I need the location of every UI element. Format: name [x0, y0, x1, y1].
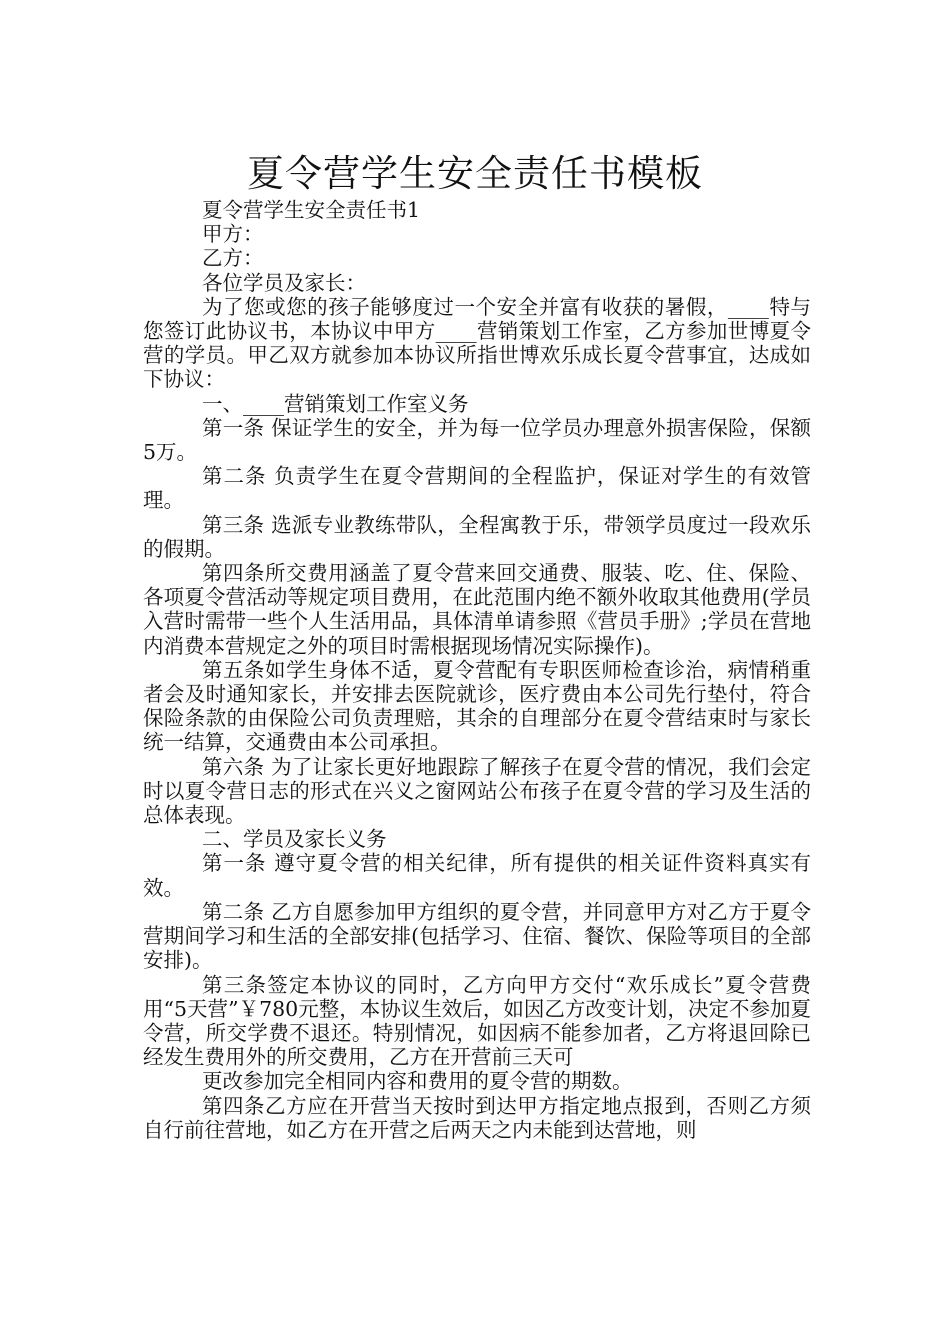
section-heading-1: 一、____营销策划工作室义务 [202, 391, 469, 416]
clause-1-5: 第五条如学生身体不适，夏令营配有专职医师检查诊治，病情稍重者会及时通知家长，并安排去医院就诊，医疗费由本公司先行垫付，符合保险条款的由保险公司负责理赔，其余的自理部分在夏令营结束时与家长统一结算，交通费由本公司承担。 [143, 657, 811, 755]
clause-1-4: 第四条所交费用涵盖了夏令营来回交通费、服装、吃、住、保险、各项夏令营活动等规定项目费用，在此范围内绝不额外收取其他费用(学员入营时需带一些个人生活用品，具体清单请参照《营员手册》;学员在营地内消费本营规定之外的项目时需根据现场情况实际操作)。 [143, 561, 811, 658]
party-b-line: 乙方： [202, 246, 264, 271]
document-body [143, 198, 811, 1142]
clause-2-2: 第二条 乙方自愿参加甲方组织的夏令营，并同意甲方对乙方于夏令营期间学习和生活的全部安排(包括学习、住宿、餐饮、保险等项目的全部安排)。 [143, 899, 811, 973]
clause-2-1: 第一条 遵守夏令营的相关纪律，所有提供的相关证件资料真实有效。 [143, 851, 811, 900]
clause-2-4: 第四条乙方应在开营当天按时到达甲方指定地点报到，否则乙方须自行前往营地，如乙方在开营之后两天之内未能到达营地，则 [143, 1093, 811, 1142]
clause-1-6: 第六条 为了让家长更好地跟踪了解孩子在夏令营的情况，我们会定时以夏令营日志的形式在兴义之窗网站公布孩子在夏令营的学习及生活的总体表现。 [143, 754, 811, 828]
intro-paragraph: 为了您或您的孩子能够度过一个安全并富有收获的暑假，____特与您签订此协议书，本协议中甲方____营销策划工作室，乙方参加世博夏令营的学员。甲乙双方就参加本协议所指世博欢乐成长夏令营事宜，达成如下协议： [143, 294, 811, 392]
document-title: 夏令营学生安全责任书模板 [247, 151, 703, 195]
clause-1-3: 第三条 选派专业教练带队，全程寓教于乐，带领学员度过一段欢乐的假期。 [143, 512, 811, 561]
party-a-line: 甲方： [202, 222, 264, 247]
subtitle: 夏令营学生安全责任书1 [202, 198, 421, 222]
clause-1-2: 第二条 负责学生在夏令营期间的全程监护，保证对学生的有效管理。 [143, 464, 811, 513]
section-heading-2: 二、学员及家长义务 [202, 827, 387, 852]
clause-2-3: 第三条签定本协议的同时，乙方向甲方交付“欢乐成长”夏令营费用“5天营”￥780元整，本协议生效后，如因乙方改变计划，决定不参加夏令营，所交学费不退还。特别情况，如因病不能参加者，乙方将退回除已经发生费用外的所交费用，乙方在开营前三天可 [143, 972, 811, 1070]
clause-2-3-continued: 更改参加完全相同内容和费用的夏令营的期数。 [202, 1069, 633, 1094]
clause-1-1: 第一条 保证学生的安全，并为每一位学员办理意外损害保险，保额5万。 [143, 415, 811, 465]
salutation: 各位学员及家长： [202, 270, 366, 295]
